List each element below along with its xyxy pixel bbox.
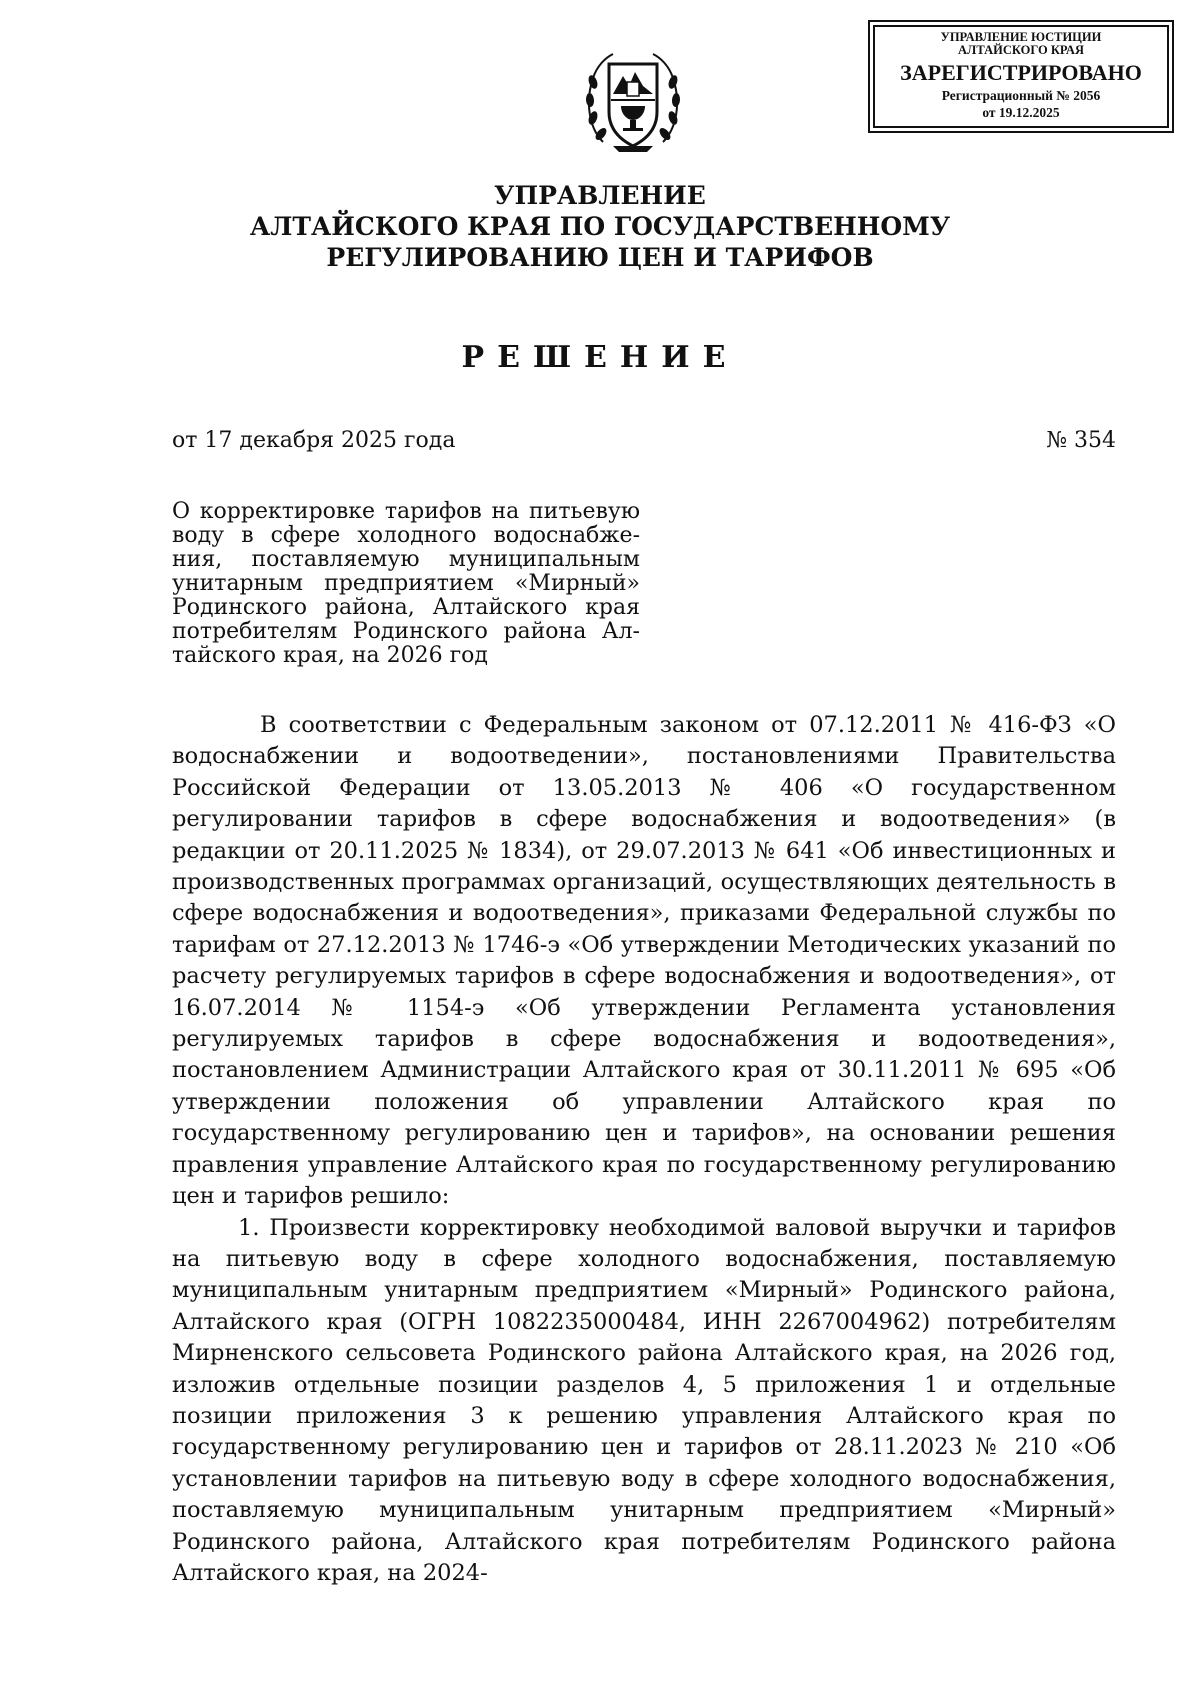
issuing-authority bbox=[150, 180, 1050, 273]
document-number: № 354 bbox=[1046, 428, 1116, 453]
stamp-registration-date: от 19.12.2025 bbox=[982, 105, 1060, 120]
registration-stamp-inner bbox=[873, 25, 1169, 128]
org-line-2: АЛТАЙСКОГО КРАЯ ПО ГОСУДАРСТВЕННОМУ bbox=[249, 212, 951, 241]
preamble-paragraph: В соответствии с Федеральным законом от 07.12.2011 № 416-ФЗ «О водоснабжении и водоотведении», постановлениями Правительства Российской Федерации от 13.05.2013 № 406 «О государственном регулировании тарифов в сфере водоснабжения и водоотведения» (в редакции от 20.11.2025 № 1834), от 29.07.2013 № 641 «Об инвестиционных и производственных программах организаций, осуществляющих деятельность в сфере водоснабжения и водоотведения», приказами Федеральной службы по тарифам от 27.12.2013 № 1746-э «Об утверждении Методических указаний по расчету регулируемых тарифов в сфере водоснабжения и водоотведения», от 16.07.2014 № 1154-э «Об утверждении Регламента установления регулируемых тарифов в сфере водоснабжения и водоотведения», постановлением Администрации Алтайского края от 30.11.2011 № 695 «Об утверждении положения об управлении Алтайского края по государственному регулированию цен и тарифов», на основании решения правления управление Алтайского края по государственному регулированию цен и тарифов решило: bbox=[172, 712, 1116, 1210]
stamp-status: ЗАРЕГИСТРИРОВАНО bbox=[900, 60, 1142, 85]
altai-krai-coat-of-arms-icon bbox=[583, 42, 683, 156]
document-body bbox=[172, 710, 1116, 1589]
org-line-3: РЕГУЛИРОВАНИЮ ЦЕН И ТАРИФОВ bbox=[326, 243, 874, 272]
item-1-paragraph: 1. Произвести корректировку необходимой валовой выручки и тарифов на питьевую воду в сфере холодного водоснабжения, поставляемую муниципальным унитарным предприятием «Мирный» Родинского района, Алтайского края (ОГРН 1082235000484, ИНН 2267004962) потребителям Мирненского сельсовета Родинского района Алтайского края, на 2026 год, изложив отдельные позиции разделов 4, 5 приложения 1 и отдельные позиции приложения 3 к решению управления Алтайского края по государственному регулированию цен и тарифов от 28.11.2023 № 210 «Об установлении тарифов на питьевую воду в сфере холодного водоснабжения, поставляемую муниципальным унитарным предприятием «Мирный» Родинского района, Алтайского края потребителям Родинского района Алтайского края, на 2024- bbox=[172, 1214, 1116, 1586]
document-date: от 17 декабря 2025 года bbox=[172, 428, 456, 453]
stamp-registration-number: Регистрационный № 2056 bbox=[941, 88, 1101, 103]
document-subject: О корректировке тарифов на питьевую воду в сфере холодного водоснабже-ния, поставляемую муниципальным унитарным предприятием «Мирный» Родинского района, Алтайского края потребителям Родинского района Ал-тайского края, на 2026 год bbox=[172, 499, 640, 668]
registration-stamp bbox=[868, 20, 1174, 133]
stamp-department: УПРАВЛЕНИЕ ЮСТИЦИИ АЛТАЙСКОГО КРАЯ bbox=[940, 30, 1102, 57]
document-type: РЕШЕНИЕ bbox=[461, 340, 739, 375]
org-line-1: УПРАВЛЕНИЕ bbox=[494, 181, 706, 210]
